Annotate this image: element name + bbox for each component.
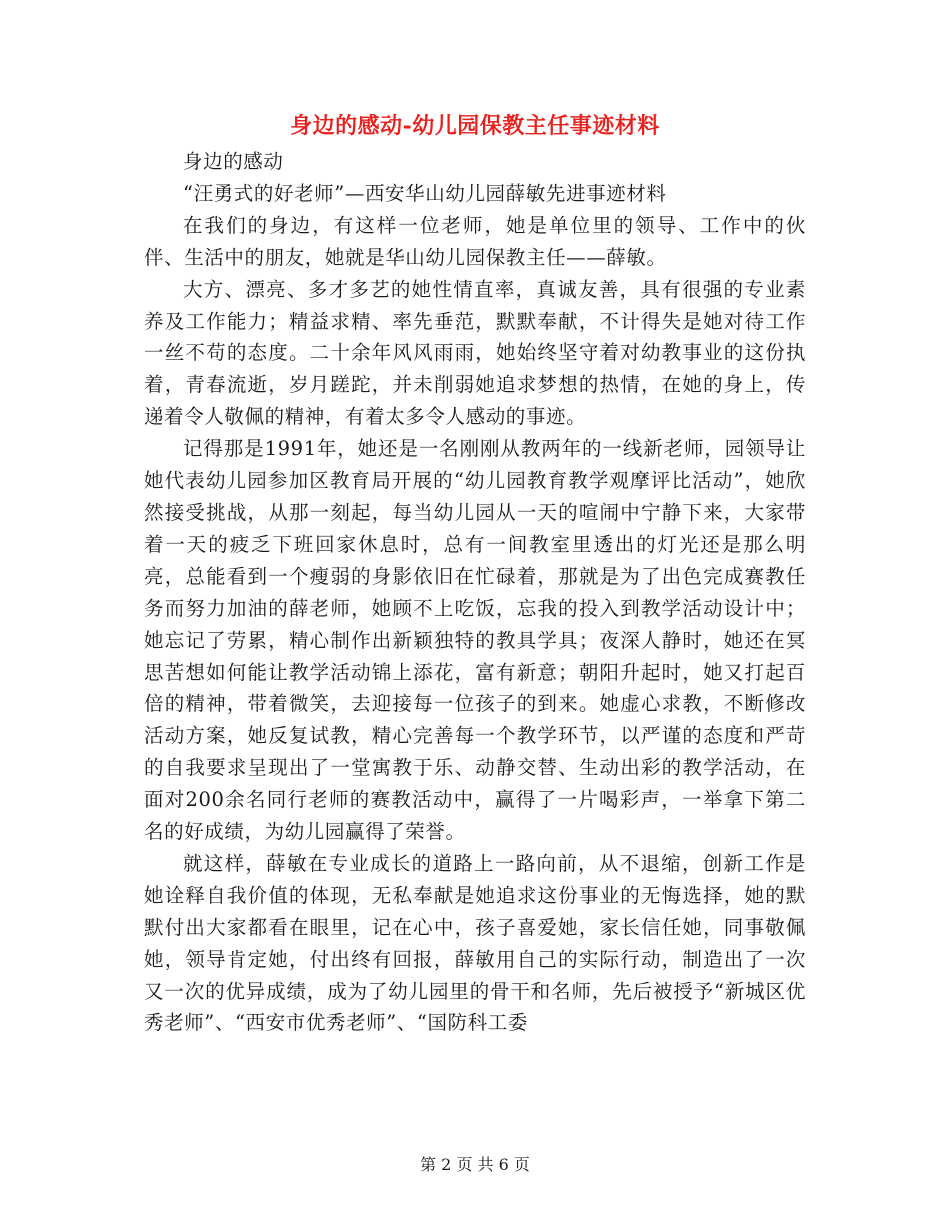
document-title: 身边的感动-幼儿园保教主任事迹材料 — [290, 113, 660, 139]
page-number-footer: 第 2 页 共 6 页 — [420, 1155, 530, 1174]
paragraph-character: 大方、漂亮、多才多艺的她性情直率，真诚友善，具有很强的专业素养及工作能力；精益求精、率先垂范，默默奉献，不计得失是她对待工作一丝不苟的态度。二十余年风风雨雨，她始终坚守着对幼教事业的这份执着，青春流逝，岁月蹉跎，并未削弱她追求梦想的热情，在她的身上，传递着令人敬佩的精神，有着太多令人感动的事迹。 — [144, 277, 806, 429]
paragraph-growth: 就这样，薛敏在专业成长的道路上一路向前，从不退缩，创新工作是她诠释自我价值的体现，无私奉献是她追求这份事业的无悔选择，她的默默付出大家都看在眼里，记在心中，孩子喜爱她，家长信任她，同事敬佩她，领导肯定她，付出终有回报，薛敏用自己的实际行动，制造出了一次又一次的优异成绩，成为了幼儿园里的骨干和名师，先后被授予“新城区优秀老师”、“西安市优秀老师”、“国防科工委 — [144, 851, 806, 1035]
paragraph-intro: 在我们的身边，有这样一位老师，她是单位里的领导、工作中的伙伴、生活中的朋友，她就是华山幼儿园保教主任——薛敏。 — [144, 213, 806, 269]
document-body — [144, 146, 806, 1039]
paragraph-1991-story: 记得那是1991年，她还是一名刚刚从教两年的一线新老师，园领导让她代表幼儿园参加区教育局开展的“幼儿园教育教学观摩评比活动”，她欣然接受挑战，从那一刻起，每当幼儿园从一天的喧闹中宁静下来，大家带着一天的疲乏下班回家休息时，总有一间教室里透出的灯光还是那么明亮，总能看到一个瘦弱的身影依旧在忙碌着，那就是为了出色完成赛教任务而努力加油的薛老师，她顾不上吃饭，忘我的投入到教学活动设计中；她忘记了劳累，精心制作出新颖独特的教具学具；夜深人静时，她还在冥思苦想如何能让教学活动锦上添花，富有新意；朝阳升起时，她又打起百倍的精神，带着微笑，去迎接每一位孩子的到来。她虚心求教，不断修改活动方案，她反复试教，精心完善每一个教学环节，以严谨的态度和严苛的自我要求呈现出了一堂寓教于乐、动静交替、生动出彩的教学活动，在面对200余名同行老师的赛教活动中，赢得了一片喝彩声，一举拿下第二名的好成绩，为幼儿园赢得了荣誉。 — [144, 437, 806, 844]
paragraph-subtitle: “汪勇式的好老师”—西安华山幼儿园薛敏先进事迹材料 — [183, 181, 667, 205]
paragraph-heading: 身边的感动 — [183, 150, 284, 173]
